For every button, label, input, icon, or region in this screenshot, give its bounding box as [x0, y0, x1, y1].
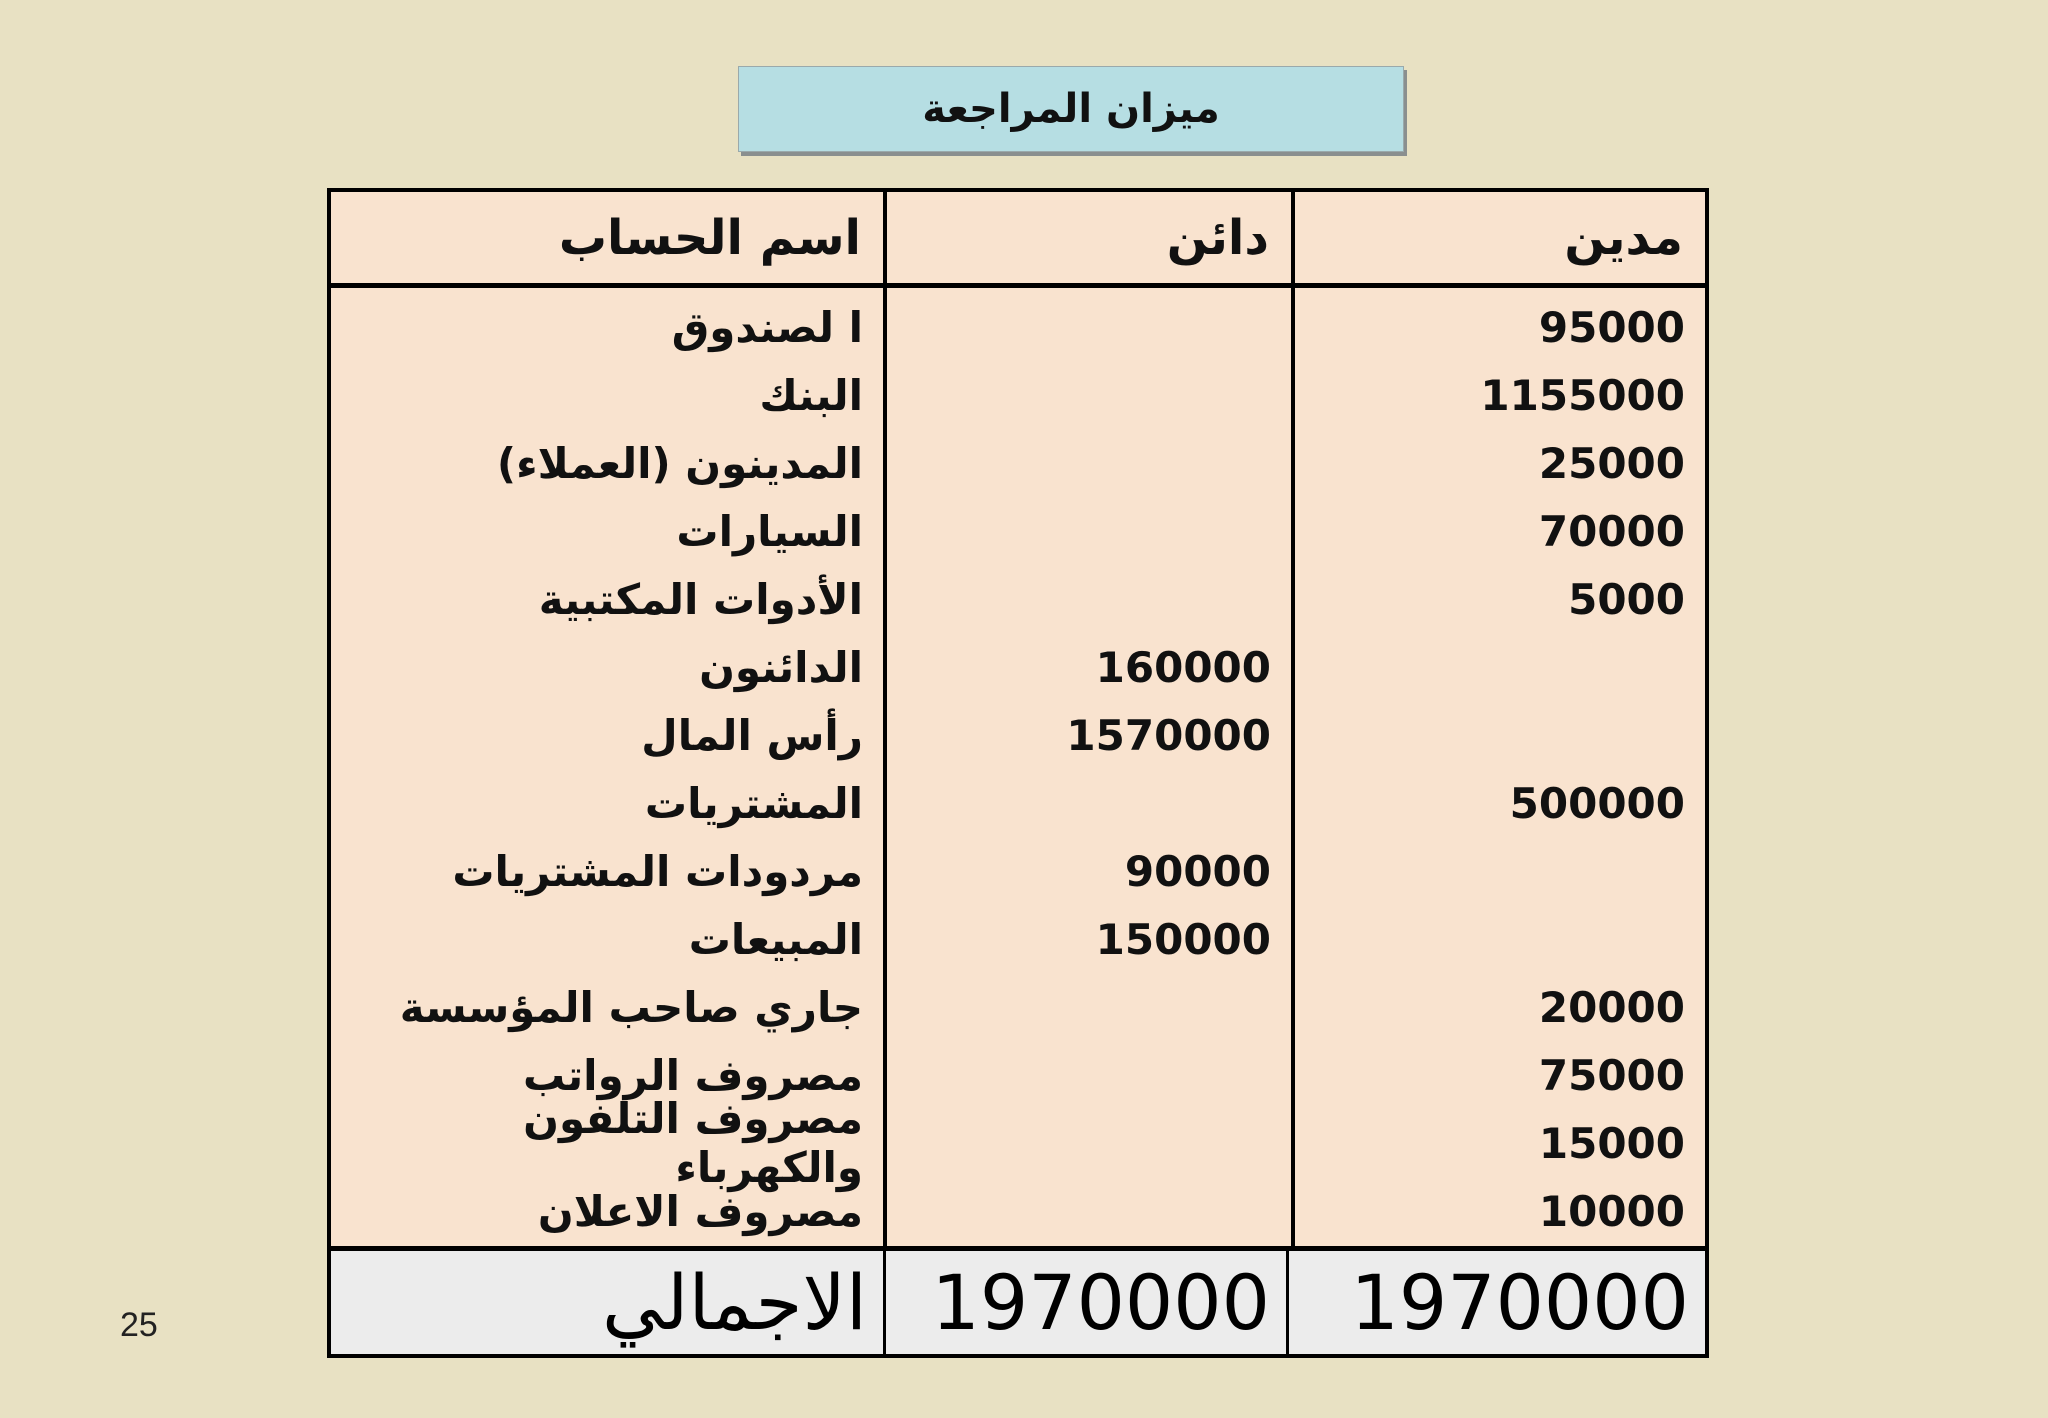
account-name-cell: البنك: [759, 370, 863, 420]
credit-cell: 1570000: [1066, 710, 1271, 760]
header-account-name: اسم الحساب: [331, 192, 883, 288]
credit-cell: [887, 293, 1291, 361]
credit-cell: [887, 1177, 1291, 1245]
table-body: [331, 293, 1705, 1245]
debit-cell: 25000: [1538, 438, 1685, 488]
credit-cell: [887, 361, 1291, 429]
account-name-cell: السيارات: [676, 506, 863, 556]
credit-cell: [887, 1109, 1291, 1177]
debit-cell: [1295, 905, 1705, 973]
credit-cell: [887, 565, 1291, 633]
debit-cell: 15000: [1538, 1118, 1685, 1168]
table-row: [331, 1094, 1705, 1192]
table-row: [331, 565, 1705, 633]
debit-cell: 1155000: [1480, 370, 1685, 420]
account-name-cell: مصروف التلفون والكهرباء: [523, 1094, 863, 1192]
account-name-cell: جاري صاحب المؤسسة: [399, 982, 863, 1032]
header-debit: مدين: [1295, 192, 1705, 288]
total-credit: 1970000: [931, 1258, 1270, 1347]
table-row: [331, 1177, 1705, 1245]
page-number: 25: [120, 1306, 158, 1344]
table-row: [331, 633, 1705, 701]
debit-cell: 70000: [1538, 506, 1685, 556]
total-row: [331, 1246, 1705, 1354]
account-name-cell: الأدوات المكتبية: [538, 574, 863, 624]
table-row: [331, 429, 1705, 497]
credit-cell: 90000: [1124, 846, 1271, 896]
table-row: [331, 497, 1705, 565]
account-name-cell: مردودات المشتريات: [452, 846, 863, 896]
credit-cell: [887, 1041, 1291, 1109]
debit-cell: [1295, 701, 1705, 769]
credit-cell: [887, 429, 1291, 497]
table-row: [331, 361, 1705, 429]
credit-cell: [887, 497, 1291, 565]
account-name-cell: مصروف الاعلان: [537, 1186, 863, 1236]
debit-cell: [1295, 633, 1705, 701]
credit-cell: [887, 973, 1291, 1041]
account-name-cell: مصروف الرواتب: [522, 1050, 863, 1100]
slide-title: ميزان المراجعة: [738, 66, 1404, 152]
debit-cell: 5000: [1568, 574, 1685, 624]
debit-cell: 10000: [1538, 1186, 1685, 1236]
account-name-cell: الدائنون: [699, 642, 863, 692]
table-row: [331, 837, 1705, 905]
total-debit: 1970000: [1350, 1258, 1689, 1347]
table-row: [331, 701, 1705, 769]
account-name-cell: المدينون (العملاء): [496, 438, 863, 488]
debit-cell: 75000: [1538, 1050, 1685, 1100]
header-credit: دائن: [887, 192, 1291, 288]
debit-cell: 20000: [1538, 982, 1685, 1032]
credit-cell: [887, 769, 1291, 837]
credit-cell: 160000: [1095, 642, 1271, 692]
table-row: [331, 769, 1705, 837]
credit-cell: 150000: [1095, 914, 1271, 964]
table-row: [331, 905, 1705, 973]
debit-cell: 500000: [1509, 778, 1685, 828]
debit-cell: [1295, 837, 1705, 905]
account-name-cell: المبيعات: [688, 914, 863, 964]
table-row: [331, 973, 1705, 1041]
account-name-cell: المشتريات: [644, 778, 863, 828]
debit-cell: 95000: [1538, 302, 1685, 352]
table-row: [331, 293, 1705, 361]
account-name-cell: ا لصندوق: [671, 302, 863, 352]
trial-balance-table: [327, 188, 1709, 1358]
total-label: الاجمالي: [601, 1258, 867, 1347]
account-name-cell: رأس المال: [641, 710, 863, 760]
